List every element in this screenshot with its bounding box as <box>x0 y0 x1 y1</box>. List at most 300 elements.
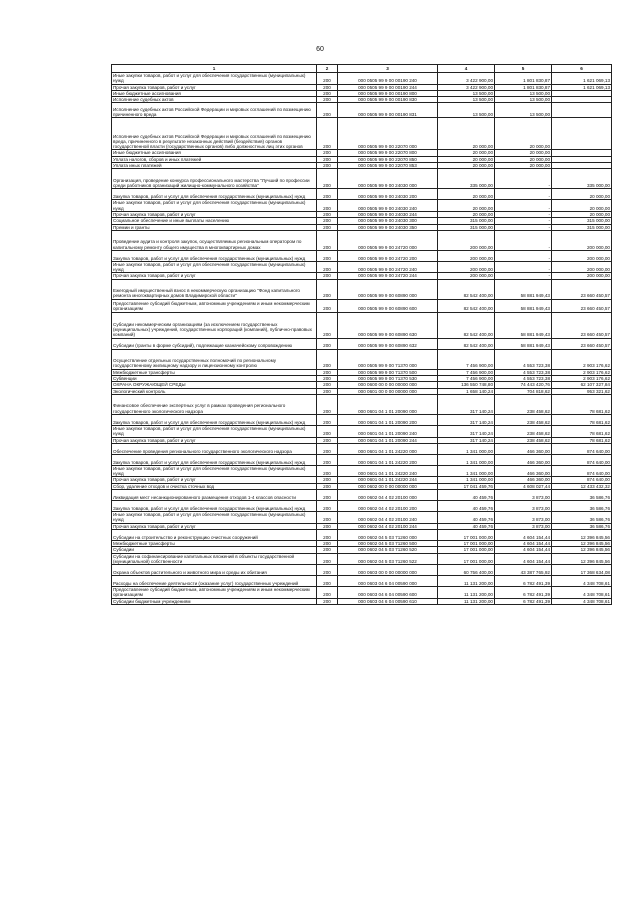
cell-name: Организация, проведение конкурса профессионального мастерства "Лучший по профессии среди работников организаций жилищно-коммунального хозяйства" <box>112 169 317 189</box>
cell-v3: 23 660 450,57 <box>552 338 612 349</box>
cell-v2: 466 360,00 <box>495 465 552 477</box>
cell-code: 000 0505 99 9 00 24030 300 <box>338 218 438 224</box>
cell-a: 200 <box>317 261 338 273</box>
cell-code: 000 0505 99 9 00 00190 800 <box>338 90 438 96</box>
cell-v1: 136 550 748,80 <box>438 382 495 388</box>
cell-code: 000 0505 99 9 00 24030 000 <box>338 169 438 189</box>
cell-name: Прочая закупка товаров, работ и услуг <box>112 84 317 90</box>
cell-v2: 58 881 949,43 <box>495 279 552 299</box>
cell-v3: 874 640,00 <box>552 443 612 454</box>
cell-v1: 11 131 200,00 <box>438 587 495 599</box>
cell-v2: 3 873,00 <box>495 523 552 529</box>
cell-v2: 466 360,00 <box>495 443 552 454</box>
table-row <box>112 250 612 261</box>
cell-v1: 20 000,00 <box>438 156 495 162</box>
cell-v2: 20 000,00 <box>495 118 552 150</box>
cell-a: 200 <box>317 230 338 250</box>
cell-code: 000 0505 99 9 00 24030 350 <box>338 224 438 230</box>
cell-v3: 78 681,62 <box>552 394 612 414</box>
cell-a: 200 <box>317 454 338 465</box>
header-cell: 1 <box>112 65 317 73</box>
table-row <box>112 103 612 118</box>
cell-code: 000 0602 04 5 03 71260 520 <box>338 547 438 553</box>
cell-v3: 36 586,76 <box>552 490 612 501</box>
cell-v2: 20 000,00 <box>495 156 552 162</box>
cell-v3: 12 433 432,32 <box>552 483 612 489</box>
cell-v3: 36 586,76 <box>552 523 612 529</box>
cell-a: 200 <box>317 73 338 85</box>
cell-v1: 13 500,00 <box>438 103 495 118</box>
cell-v2: 466 360,00 <box>495 477 552 483</box>
cell-a: 200 <box>317 369 338 375</box>
cell-code: 000 0505 99 9 00 22070 853 <box>338 163 438 169</box>
cell-v1: 20 000,00 <box>438 150 495 156</box>
cell-a: 200 <box>317 349 338 369</box>
cell-name: Иные закупки товаров, работ и услуг для обеспечения государственных (муниципальных) нужд <box>112 261 317 273</box>
cell-a: 200 <box>317 90 338 96</box>
cell-code: 000 0601 04 1 01 20090 000 <box>338 394 438 414</box>
cell-v3: 2 903 176,62 <box>552 349 612 369</box>
table-row <box>112 73 612 85</box>
cell-v2: 6 782 491,39 <box>495 598 552 604</box>
cell-v2: 58 881 949,43 <box>495 312 552 338</box>
cell-name: Закупка товаров, работ и услуг для обеспечения государственных (муниципальных) нужд <box>112 454 317 465</box>
cell-a: 200 <box>317 587 338 599</box>
cell-v1: 200 000,00 <box>438 261 495 273</box>
cell-v3: 4 348 708,61 <box>552 587 612 599</box>
cell-v2: 4 604 154,44 <box>495 540 552 546</box>
cell-v1: 20 000,00 <box>438 211 495 217</box>
cell-v3: 200 000,00 <box>552 230 612 250</box>
cell-name: Осуществление отдельных государственных полномочий по региональному государственному жилищному надзору и лицензионному контролю <box>112 349 317 369</box>
cell-v3: 200 000,00 <box>552 261 612 273</box>
cell-code: 000 0505 99 9 00 60890 632 <box>338 338 438 349</box>
cell-code: 000 0602 04 4 02 20100 240 <box>338 512 438 524</box>
cell-v3: 200 000,00 <box>552 250 612 261</box>
cell-name: Уплата иных платежей <box>112 163 317 169</box>
table-row <box>112 189 612 200</box>
cell-v2: - <box>495 211 552 217</box>
cell-a: 200 <box>317 279 338 299</box>
cell-v2: 4 608 027,44 <box>495 483 552 489</box>
cell-code: 000 0505 99 9 00 60890 600 <box>338 299 438 312</box>
cell-name: Ежегодный имущественный взнос в некоммерческую организацию "Фонд капитального ремонта многоквартирных домов Владимирской области" <box>112 279 317 299</box>
table-row <box>112 312 612 338</box>
cell-code: 000 0505 99 9 00 60890 630 <box>338 312 438 338</box>
cell-v1: 315 000,00 <box>438 224 495 230</box>
cell-name: Межбюджетные трансферты <box>112 540 317 546</box>
cell-v3: 335 000,00 <box>552 169 612 189</box>
cell-a: 200 <box>317 169 338 189</box>
cell-a: 200 <box>317 565 338 576</box>
cell-name: Социальное обеспечение и иные выплаты населению <box>112 218 317 224</box>
cell-code: 000 0602 04 4 02 20100 200 <box>338 501 438 512</box>
cell-v1: 82 542 400,00 <box>438 279 495 299</box>
cell-name: Субвенции <box>112 376 317 382</box>
cell-name: ОХРАНА ОКРУЖАЮЩЕЙ СРЕДЫ <box>112 382 317 388</box>
table-row <box>112 587 612 599</box>
page-number: 60 <box>316 46 324 53</box>
cell-v1: 11 131 200,00 <box>438 598 495 604</box>
cell-code: 000 0505 99 9 00 24720 000 <box>338 230 438 250</box>
cell-v2: 4 553 723,38 <box>495 369 552 375</box>
cell-v3: 20 000,00 <box>552 211 612 217</box>
cell-v1: 1 341 000,00 <box>438 477 495 483</box>
cell-a: 200 <box>317 477 338 483</box>
cell-v3: 12 396 845,56 <box>552 540 612 546</box>
cell-v1: 1 341 000,00 <box>438 443 495 454</box>
cell-v1: 40 459,76 <box>438 501 495 512</box>
cell-v2: 3 873,00 <box>495 490 552 501</box>
cell-v1: 13 500,00 <box>438 97 495 103</box>
cell-a: 200 <box>317 338 338 349</box>
cell-v2: 3 873,00 <box>495 512 552 524</box>
cell-v1: 200 000,00 <box>438 250 495 261</box>
table-row <box>112 414 612 425</box>
table-row <box>112 200 612 212</box>
cell-v2: 238 458,62 <box>495 437 552 443</box>
cell-a: 200 <box>317 200 338 212</box>
cell-name: Исполнение судебных актов Российской Федерации и мировых соглашений по возмещению причиненного вреда <box>112 103 317 118</box>
table-row <box>112 483 612 489</box>
cell-v1: 7 456 900,00 <box>438 369 495 375</box>
cell-v3: 36 586,76 <box>552 512 612 524</box>
cell-v2: 4 604 154,44 <box>495 547 552 553</box>
cell-v3: 2 903 176,62 <box>552 369 612 375</box>
cell-v1: 200 000,00 <box>438 230 495 250</box>
cell-code: 000 0505 99 9 00 24030 244 <box>338 211 438 217</box>
cell-name: Иные закупки товаров, работ и услуг для обеспечения государственных (муниципальных) нужд <box>112 200 317 212</box>
cell-code: 000 0603 00 0 00 00000 000 <box>338 565 438 576</box>
cell-name: Расходы на обеспечение деятельности (оказание услуг) государственных учреждений <box>112 576 317 587</box>
table-row <box>112 490 612 501</box>
cell-v1: 17 001 000,00 <box>438 540 495 546</box>
cell-v2: 6 782 491,39 <box>495 587 552 599</box>
cell-a: 200 <box>317 118 338 150</box>
table-row <box>112 156 612 162</box>
table-row <box>112 512 612 524</box>
cell-name: Субсидии на строительство и реконструкцию очистных сооружений <box>112 529 317 540</box>
cell-v2: 6 782 491,39 <box>495 576 552 587</box>
cell-v3: 23 660 450,57 <box>552 312 612 338</box>
cell-v3: 200 000,00 <box>552 273 612 279</box>
cell-v2: - <box>495 273 552 279</box>
cell-v3: 1 621 069,13 <box>552 84 612 90</box>
table-row <box>112 349 612 369</box>
cell-name: Сбор, удаление отходов и очистка сточных вод <box>112 483 317 489</box>
cell-name: Экологический контроль <box>112 388 317 394</box>
cell-a: 200 <box>317 299 338 312</box>
cell-a: 200 <box>317 523 338 529</box>
cell-v1: 200 000,00 <box>438 273 495 279</box>
header-cell: 3 <box>338 65 438 73</box>
cell-name: Предоставление субсидий бюджетным, автономным учреждениям и иным некоммерческим организациям <box>112 587 317 599</box>
cell-v3: 874 640,00 <box>552 477 612 483</box>
cell-name: Уплата налогов, сборов и иных платежей <box>112 156 317 162</box>
cell-name: Прочая закупка товаров, работ и услуг <box>112 523 317 529</box>
cell-code: 000 0505 99 9 00 00190 830 <box>338 97 438 103</box>
cell-a: 200 <box>317 156 338 162</box>
cell-a: 200 <box>317 218 338 224</box>
cell-name: Прочая закупка товаров, работ и услуг <box>112 477 317 483</box>
table-row <box>112 279 612 299</box>
cell-v1: 317 140,24 <box>438 394 495 414</box>
cell-name: Закупка товаров, работ и услуг для обеспечения государственных (муниципальных) нужд <box>112 189 317 200</box>
header-cell: 2 <box>317 65 338 73</box>
cell-a: 200 <box>317 547 338 553</box>
cell-v1: 17 041 459,76 <box>438 483 495 489</box>
cell-a: 200 <box>317 382 338 388</box>
cell-v1: 20 000,00 <box>438 200 495 212</box>
cell-v3: 12 396 845,56 <box>552 529 612 540</box>
cell-v2: 13 500,00 <box>495 103 552 118</box>
cell-v1: 315 000,00 <box>438 218 495 224</box>
cell-v3: 874 640,00 <box>552 454 612 465</box>
table-row <box>112 437 612 443</box>
table-row <box>112 598 612 604</box>
cell-a: 200 <box>317 529 338 540</box>
cell-name: Предоставление субсидий бюджетным, автономным учреждениям и иным некоммерческим организациям <box>112 299 317 312</box>
table-row <box>112 465 612 477</box>
cell-v3: 23 660 450,57 <box>552 299 612 312</box>
cell-v3: 315 000,00 <box>552 218 612 224</box>
cell-code: 000 0505 99 9 00 22070 000 <box>338 118 438 150</box>
cell-name: Обеспечение проведения регионального государственного экологического надзора <box>112 443 317 454</box>
cell-code: 000 0602 04 4 02 20100 244 <box>338 523 438 529</box>
cell-v2: 74 443 420,76 <box>495 382 552 388</box>
cell-code: 000 0601 04 1 01 24220 200 <box>338 454 438 465</box>
table-row <box>112 523 612 529</box>
cell-code: 000 0601 04 1 01 20090 244 <box>338 437 438 443</box>
header-cell: 4 <box>438 65 495 73</box>
cell-v1: 40 459,76 <box>438 490 495 501</box>
cell-v3: 23 660 450,57 <box>552 279 612 299</box>
cell-v2: 58 881 949,43 <box>495 299 552 312</box>
cell-name: Охрана объектов растительного и животного мира и среды их обитания <box>112 565 317 576</box>
cell-v1: 317 140,24 <box>438 414 495 425</box>
table-row <box>112 425 612 437</box>
cell-v3 <box>552 118 612 150</box>
cell-a: 200 <box>317 150 338 156</box>
cell-code: 000 0603 04 6 04 00590 610 <box>338 598 438 604</box>
cell-v1: 82 542 400,00 <box>438 338 495 349</box>
cell-a: 200 <box>317 465 338 477</box>
cell-name: Иные закупки товаров, работ и услуг для обеспечения государственных (муниципальных) нужд <box>112 512 317 524</box>
cell-a: 200 <box>317 437 338 443</box>
cell-code: 000 0601 04 1 01 24220 240 <box>338 465 438 477</box>
cell-v1: 20 000,00 <box>438 163 495 169</box>
cell-v2: - <box>495 189 552 200</box>
cell-code: 000 0603 04 6 04 00590 600 <box>338 587 438 599</box>
cell-a: 200 <box>317 189 338 200</box>
cell-v1: 1 341 000,00 <box>438 454 495 465</box>
table-row <box>112 501 612 512</box>
cell-name: Закупка товаров, работ и услуг для обеспечения государственных (муниципальных) нужд <box>112 414 317 425</box>
cell-v3: 4 348 708,61 <box>552 576 612 587</box>
cell-name: Межбюджетные трансферты <box>112 369 317 375</box>
header-cell: 6 <box>552 65 612 73</box>
cell-code: 000 0505 99 9 00 71370 000 <box>338 349 438 369</box>
cell-name: Субсидии <box>112 547 317 553</box>
cell-v1: 60 756 400,00 <box>438 565 495 576</box>
cell-a: 200 <box>317 540 338 546</box>
table-row <box>112 553 612 565</box>
cell-v2: 238 458,62 <box>495 394 552 414</box>
cell-v1: 40 459,76 <box>438 512 495 524</box>
cell-v3: 2 903 176,62 <box>552 376 612 382</box>
table-header-row <box>112 65 612 73</box>
cell-name: Иные бюджетные ассигнования <box>112 90 317 96</box>
cell-v1: 17 001 000,00 <box>438 553 495 565</box>
cell-name: Прочая закупка товаров, работ и услуг <box>112 437 317 443</box>
cell-code: 000 0601 00 0 00 00000 000 <box>338 388 438 394</box>
cell-v2: 43 387 765,92 <box>495 565 552 576</box>
cell-a: 200 <box>317 443 338 454</box>
cell-v2: 4 604 154,44 <box>495 529 552 540</box>
cell-code: 000 0505 99 9 00 71370 500 <box>338 369 438 375</box>
cell-a: 200 <box>317 598 338 604</box>
cell-code: 000 0505 99 9 00 24720 200 <box>338 250 438 261</box>
cell-v2: - <box>495 200 552 212</box>
cell-v1: 7 456 900,00 <box>438 349 495 369</box>
cell-v2: - <box>495 218 552 224</box>
table-row <box>112 443 612 454</box>
cell-a: 200 <box>317 103 338 118</box>
cell-v3: 20 000,00 <box>552 189 612 200</box>
cell-name: Исполнение судебных актов Российской Федерации и мировых соглашений по возмещению вреда, причиненного в результате незаконных действий (бездействия) органов государственной власти (государственных органов) либо должностных лиц этих органов <box>112 118 317 150</box>
cell-name: Субсидии некоммерческим организациям (за исключением государственных (муниципальных) учреждений, государственных корпораций (компаний), публично-правовых компаний) <box>112 312 317 338</box>
cell-a: 200 <box>317 163 338 169</box>
table-row <box>112 576 612 587</box>
cell-code: 000 0505 99 9 00 24030 240 <box>338 200 438 212</box>
table-row <box>112 565 612 576</box>
cell-name: Иные бюджетные ассигнования <box>112 150 317 156</box>
cell-v3: 62 107 327,84 <box>552 382 612 388</box>
cell-v3: 78 681,62 <box>552 437 612 443</box>
cell-a: 200 <box>317 273 338 279</box>
cell-v2: 238 458,62 <box>495 425 552 437</box>
table-row <box>112 529 612 540</box>
cell-v3: 78 681,62 <box>552 414 612 425</box>
cell-v2: - <box>495 250 552 261</box>
cell-v1: 17 001 000,00 <box>438 529 495 540</box>
cell-v2: 4 553 723,38 <box>495 376 552 382</box>
cell-v2: 58 881 949,43 <box>495 338 552 349</box>
cell-a: 200 <box>317 553 338 565</box>
table-row <box>112 394 612 414</box>
cell-a: 200 <box>317 250 338 261</box>
cell-a: 200 <box>317 394 338 414</box>
cell-v1: 1 658 140,24 <box>438 388 495 394</box>
table-row <box>112 169 612 189</box>
cell-code: 000 0601 04 1 01 20090 240 <box>338 425 438 437</box>
cell-v2: 704 818,62 <box>495 388 552 394</box>
cell-v3: 78 681,62 <box>552 425 612 437</box>
cell-v1: 317 140,24 <box>438 437 495 443</box>
cell-name: Субсидии (гранты в форме субсидий), подлежащие казначейскому сопровождению <box>112 338 317 349</box>
cell-v1: 3 422 900,00 <box>438 84 495 90</box>
cell-v1: 20 000,00 <box>438 189 495 200</box>
cell-a: 200 <box>317 97 338 103</box>
cell-code: 000 0505 99 9 00 00190 244 <box>338 84 438 90</box>
table-row <box>112 299 612 312</box>
cell-code: 000 0505 99 9 00 00190 831 <box>338 103 438 118</box>
budget-table <box>111 64 612 605</box>
cell-v1: 20 000,00 <box>438 118 495 150</box>
cell-name: Ликвидация мест несанкционированного размещения отходов 1-4 классов опасности <box>112 490 317 501</box>
cell-name: Исполнение судебных актов <box>112 97 317 103</box>
cell-name: Иные закупки товаров, работ и услуг для обеспечения государственных (муниципальных) нужд <box>112 73 317 85</box>
cell-name: Субсидии бюджетным учреждениям <box>112 598 317 604</box>
cell-code: 000 0601 04 1 01 20090 200 <box>338 414 438 425</box>
cell-v1: 17 001 000,00 <box>438 547 495 553</box>
cell-name: Прочая закупка товаров, работ и услуг <box>112 273 317 279</box>
cell-name: Прочая закупка товаров, работ и услуг <box>112 211 317 217</box>
cell-v3: 315 000,00 <box>552 224 612 230</box>
cell-v2: - <box>495 224 552 230</box>
cell-v2: 13 500,00 <box>495 97 552 103</box>
cell-v1: 317 140,24 <box>438 425 495 437</box>
cell-v2: 13 500,00 <box>495 90 552 96</box>
cell-name: Закупка товаров, работ и услуг для обеспечения государственных (муниципальных) нужд <box>112 250 317 261</box>
cell-v1: 82 542 400,00 <box>438 299 495 312</box>
cell-v2: 3 873,00 <box>495 501 552 512</box>
cell-v1: 82 542 400,00 <box>438 312 495 338</box>
cell-v2: 238 458,62 <box>495 414 552 425</box>
cell-v2: 4 553 723,38 <box>495 349 552 369</box>
cell-v3: 953 321,62 <box>552 388 612 394</box>
cell-v3 <box>552 103 612 118</box>
cell-a: 200 <box>317 388 338 394</box>
cell-a: 200 <box>317 414 338 425</box>
cell-v3: 1 621 069,13 <box>552 73 612 85</box>
cell-code: 000 0601 04 1 01 24220 244 <box>338 477 438 483</box>
cell-a: 200 <box>317 224 338 230</box>
cell-v2: 20 000,00 <box>495 150 552 156</box>
cell-name: Закупка товаров, работ и услуг для обеспечения государственных (муниципальных) нужд <box>112 501 317 512</box>
cell-v1: 13 500,00 <box>438 90 495 96</box>
cell-a: 200 <box>317 425 338 437</box>
cell-name: Премии и гранты <box>112 224 317 230</box>
cell-a: 200 <box>317 376 338 382</box>
table-row <box>112 477 612 483</box>
cell-code: 000 0505 99 9 00 00190 240 <box>338 73 438 85</box>
cell-a: 200 <box>317 84 338 90</box>
cell-code: 000 0603 04 6 04 00590 000 <box>338 576 438 587</box>
header-cell: 5 <box>495 65 552 73</box>
cell-code: 000 0602 04 5 03 71260 000 <box>338 529 438 540</box>
cell-v1: 40 459,76 <box>438 523 495 529</box>
cell-a: 200 <box>317 576 338 587</box>
table-row <box>112 118 612 150</box>
cell-v2: 20 000,00 <box>495 163 552 169</box>
cell-code: 000 0505 99 9 00 24720 240 <box>338 261 438 273</box>
cell-name: Иные закупки товаров, работ и услуг для обеспечения государственных (муниципальных) нужд <box>112 465 317 477</box>
cell-v3: 36 586,76 <box>552 501 612 512</box>
cell-code: 000 0505 99 9 00 24030 200 <box>338 189 438 200</box>
cell-code: 000 0602 04 5 03 71260 500 <box>338 540 438 546</box>
table-row <box>112 84 612 90</box>
cell-a: 200 <box>317 312 338 338</box>
cell-name: Финансовое обеспечение экспертных услуг в рамках проведения регионального государственного экологического надзора <box>112 394 317 414</box>
cell-name: Проведение аудита и контроля закупок, осуществляемых региональным оператором по капитальному ремонту общего имущества в многоквартирных домах <box>112 230 317 250</box>
cell-code: 000 0602 04 5 03 71260 522 <box>338 553 438 565</box>
cell-code: 000 0602 04 4 02 20100 000 <box>338 490 438 501</box>
cell-v2: - <box>495 261 552 273</box>
cell-a: 200 <box>317 483 338 489</box>
cell-code: 000 0505 99 9 00 24720 244 <box>338 273 438 279</box>
cell-a: 200 <box>317 512 338 524</box>
